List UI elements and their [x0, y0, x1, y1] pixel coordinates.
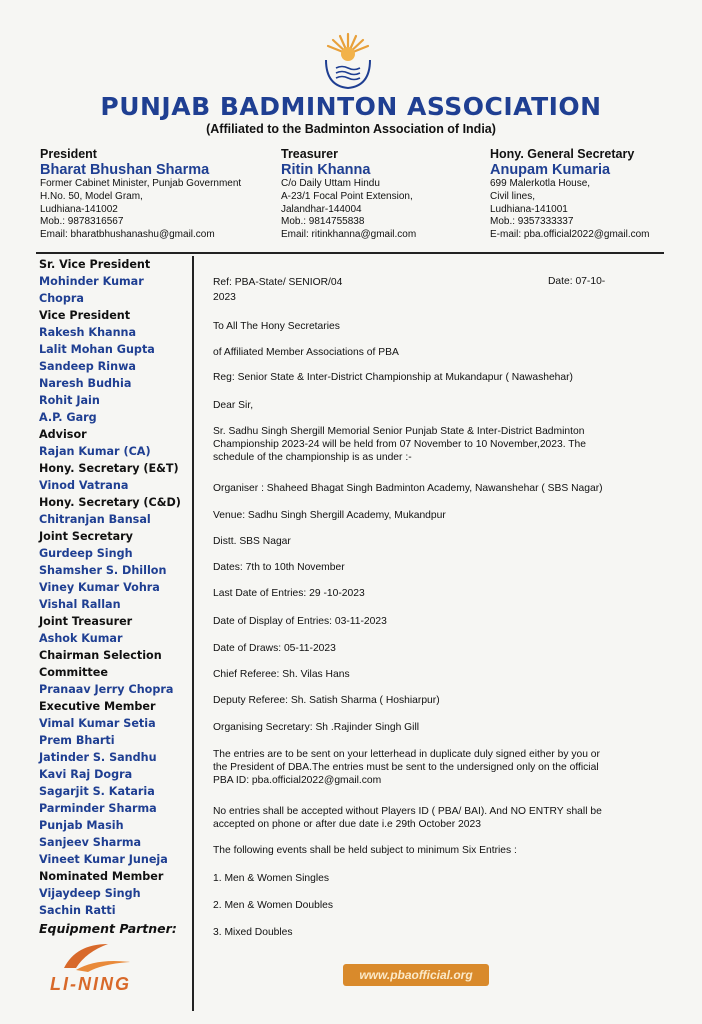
committee-member: Viney Kumar Vohra [39, 581, 160, 594]
officer-name: Bharat Bhushan Sharma [40, 162, 210, 178]
officer-president [40, 147, 270, 242]
officer-line: Civil lines, [490, 190, 536, 202]
officer-name: Anupam Kumaria [490, 162, 611, 178]
officer-line: Jalandhar-144004 [281, 203, 362, 215]
letter-paragraph: 3. Mixed Doubles [213, 927, 293, 938]
officer-line: Ludhiana-141002 [40, 203, 118, 215]
letter-paragraph: Organiser : Shaheed Bhagat Singh Badminton Academy, Nawanshehar ( SBS Nagar) [213, 483, 603, 494]
officer-line: Ludhiana-141001 [490, 203, 568, 215]
committee-member: Naresh Budhia [39, 377, 132, 390]
letter-paragraph: Date of Draws: 05-11-2023 [213, 643, 336, 654]
committee-heading: Joint Secretary [39, 530, 133, 543]
committee-member: Lalit Mohan Gupta [39, 343, 155, 356]
letter-paragraph: The entries are to be sent on your letterhead in duplicate duly signed either by you or the President of DBA.The entries must be sent to the undersigned only on the official PBA ID: pba.official2022@gmail.com [213, 749, 600, 786]
letter-body [213, 276, 633, 938]
officer-line: Mob.: 9878316567 [40, 216, 124, 228]
committee-heading: Hony. Secretary (E&T) [39, 462, 179, 475]
association-logo [312, 30, 384, 92]
committee-member: Kavi Raj Dogra [39, 768, 133, 781]
officer-email: Email: ritinkhanna@gmail.com [281, 229, 417, 241]
committee-heading: Executive Member [39, 700, 156, 713]
letter-paragraph: Deputy Referee: Sh. Satish Sharma ( Hoshiarpur) [213, 695, 440, 706]
committee-sidebar [39, 256, 189, 919]
officer-line: Mob.: 9357333337 [490, 216, 574, 228]
officer-role: Hony. General Secretary [490, 147, 635, 161]
officer-line: Mob.: 9814755838 [281, 216, 365, 228]
committee-heading: Sr. Vice President [39, 258, 151, 271]
letter-paragraph: Dear Sir, [213, 400, 254, 411]
letter-paragraph: No entries shall be accepted without Players ID ( PBA/ BAI). And NO ENTRY shall be accepted on phone or after due date i.e 29th October 2023 [213, 806, 602, 830]
committee-member: Jatinder S. Sandhu [39, 751, 157, 764]
officer-treasurer [281, 147, 461, 242]
officer-role: President [40, 147, 97, 161]
brand-text: LI-NING [50, 974, 131, 994]
letter-paragraph: Date of Display of Entries: 03-11-2023 [213, 616, 387, 627]
committee-member: Mohinder Kumar Chopra [39, 275, 144, 305]
letter-paragraph: The following events shall be held subject to minimum Six Entries : [213, 845, 517, 856]
officer-name: Ritin Khanna [281, 162, 371, 178]
officer-line: 699 Malerkotla House, [490, 178, 591, 189]
letter-paragraph: Venue: Sadhu Singh Shergill Academy, Mukandpur [213, 510, 446, 521]
officer-email: Email: bharatbhushanashu@gmail.com [40, 229, 215, 241]
committee-member: Sagarjit S. Kataria [39, 785, 155, 798]
committee-member: Prem Bharti [39, 734, 115, 747]
officer-line: H.No. 50, Model Gram, [40, 190, 143, 202]
committee-heading: Nominated Member [39, 870, 164, 883]
committee-member: Vineet Kumar Juneja [39, 853, 168, 866]
committee-member: Vinod Vatrana [39, 479, 129, 492]
committee-member: Gurdeep Singh [39, 547, 133, 560]
committee-member: Rajan Kumar (CA) [39, 445, 151, 458]
committee-heading: Chairman Selection [39, 649, 162, 662]
committee-member: Sachin Ratti [39, 904, 116, 917]
committee-member: Chitranjan Bansal [39, 513, 151, 526]
li-ning-logo [46, 940, 166, 995]
committee-member: Shamsher S. Dhillon [39, 564, 167, 577]
committee-heading: Hony. Secretary (C&D) [39, 496, 181, 509]
committee-member: Vijaydeep Singh [39, 887, 141, 900]
committee-member: Vishal Rallan [39, 598, 121, 611]
committee-heading: Advisor [39, 428, 87, 441]
committee-member: Sanjeev Sharma [39, 836, 142, 849]
committee-member: Rohit Jain [39, 394, 100, 407]
officer-general-secretary [490, 147, 690, 242]
letter-paragraph: Distt. SBS Nagar [213, 536, 291, 547]
letter-paragraph: of Affiliated Member Associations of PBA [213, 347, 399, 358]
sidebar-divider [192, 256, 194, 1011]
letter-paragraph: Last Date of Entries: 29 -10-2023 [213, 588, 365, 599]
letter-paragraph: Organising Secretary: Sh .Rajinder Singh Gill [213, 722, 420, 733]
officer-email: E-mail: pba.official2022@gmail.com [490, 229, 650, 241]
letter-paragraph: Chief Referee: Sh. Vilas Hans [213, 669, 350, 680]
officer-line: A-23/1 Focal Point Extension, [281, 190, 413, 202]
header-divider [36, 252, 664, 254]
letter-paragraph: Sr. Sadhu Singh Shergill Memorial Senior Punjab State & Inter-District Badminton Championship 2023-24 will be held from 07 November to 10 November,2023. The schedule of the championship is as under :- [213, 426, 587, 463]
equipment-partner-label: Equipment Partner: [39, 921, 177, 936]
committee-heading: Joint Treasurer [39, 615, 133, 628]
officer-line: C/o Daily Uttam Hindu [281, 178, 380, 189]
letter-date: Date: 07-10- [548, 276, 606, 287]
affiliation-note: (Affiliated to the Badminton Association of India) [206, 122, 496, 136]
committee-member: Parminder Sharma [39, 802, 157, 815]
committee-member: Rakesh Khanna [39, 326, 137, 339]
officer-line: Former Cabinet Minister, Punjab Government [40, 178, 242, 189]
association-title: PUNJAB BADMINTON ASSOCIATION [100, 92, 602, 121]
letter-paragraph: 2. Men & Women Doubles [213, 900, 333, 911]
committee-heading: Committee [39, 666, 108, 679]
letter-ref: Ref: PBA-State/ SENIOR/04 [213, 277, 343, 288]
letter-paragraph: Reg: Senior State & Inter-District Championship at Mukandapur ( Nawashehar) [213, 372, 573, 383]
letter-paragraph: 1. Men & Women Singles [213, 873, 329, 884]
website-link[interactable]: www.pbaofficial.org [343, 964, 489, 986]
committee-member: Sandeep Rinwa [39, 360, 136, 373]
committee-member: Vimal Kumar Setia [39, 717, 156, 730]
letter-paragraph: To All The Hony Secretaries [213, 321, 340, 332]
letter-ref-year: 2023 [213, 292, 236, 303]
officer-role: Treasurer [281, 147, 338, 161]
committee-member: Ashok Kumar [39, 632, 123, 645]
committee-member: A.P. Garg [39, 411, 97, 424]
committee-heading: Vice President [39, 309, 131, 322]
letter-paragraph: Dates: 7th to 10th November [213, 562, 345, 573]
committee-member: Punjab Masih [39, 819, 124, 832]
committee-member: Pranaav Jerry Chopra [39, 683, 174, 696]
